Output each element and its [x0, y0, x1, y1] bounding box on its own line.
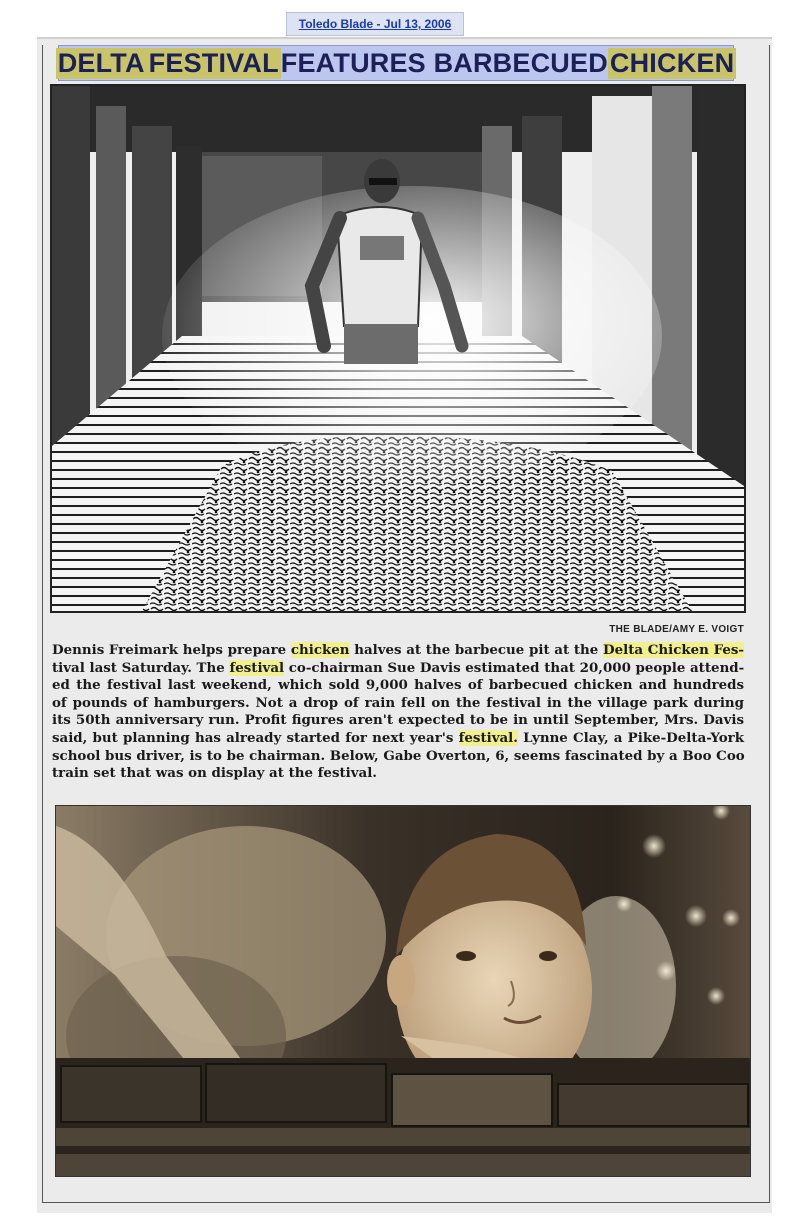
caption-line: tival last Saturday. The festival co-chairman Sue Davis estimated that 20,000 people attend-	[52, 659, 745, 676]
photo-caption	[52, 642, 744, 783]
barbecue-pit-illustration	[52, 86, 744, 611]
headline-word-highlighted: FESTIVAL	[148, 47, 279, 78]
caption-line: ed the festival last weekend, which sold 9,000 halves of barbecued chicken and hundreds	[52, 677, 744, 694]
search-highlight: Delta Chicken Fes-	[602, 642, 744, 658]
caption-line: of pounds of hamburgers. Not a drop of rain fell on the festival in the village park during	[52, 694, 744, 711]
headline-word-highlighted: CHICKEN	[609, 47, 735, 78]
caption-line: its 50th anniversary run. Profit figures aren't expected to be in until September, Mrs. Davis	[52, 712, 744, 729]
headline	[58, 45, 734, 81]
boy-train-photo	[55, 805, 751, 1177]
caption-line: train set that was on display at the festival.	[52, 765, 377, 782]
photo-credit: THE BLADE/AMY E. VOIGT	[609, 624, 744, 635]
headline-word-highlighted: DELTA	[57, 47, 145, 78]
barbecue-pit-photo	[50, 84, 746, 613]
search-highlight: chicken	[290, 642, 350, 658]
headline-word: FEATURES BARBECUED	[280, 47, 608, 78]
caption-line: said, but planning has already started for next year's festival. Lynne Clay, a Pike-Delta-York	[52, 729, 745, 746]
caption-line: Dennis Freimark helps prepare chicken halves at the barbecue pit at the Delta Chicken Fes-	[52, 642, 744, 658]
search-highlight: festival.	[458, 729, 518, 746]
search-highlight: festival	[229, 659, 285, 676]
boy-train-illustration	[56, 806, 750, 1176]
caption-line: school bus driver, is to be chairman. Below, Gabe Overton, 6, seems fascinated by a Boo Coo	[52, 747, 745, 764]
source-link[interactable]: Toledo Blade - Jul 13, 2006	[286, 12, 464, 36]
